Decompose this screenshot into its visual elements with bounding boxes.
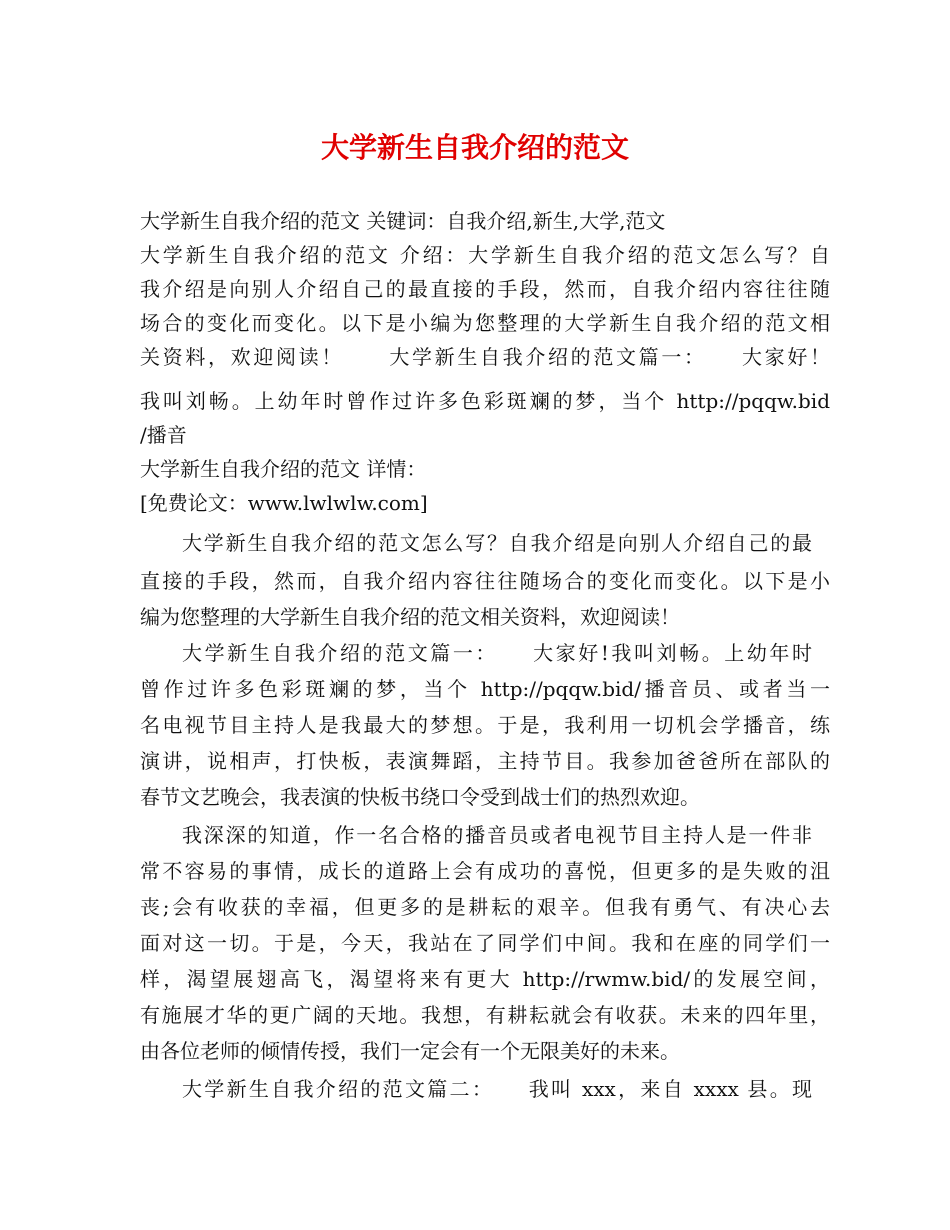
paragraph-line: 丧;会有收获的幸福，但更多的是耕耘的艰辛。但我有勇气、有决心去: [140, 895, 830, 919]
paragraph-line: 大学新生自我介绍的范文篇二： 我叫 xxx，来自 xxxx 县。现: [182, 1077, 812, 1101]
paragraph-line: 常不容易的事情，成长的道路上会有成功的喜悦，但更多的是失败的沮: [140, 859, 830, 883]
paragraph-line: 有施展才华的更广阔的天地。我想，有耕耘就会有收获。未来的四年里，: [140, 1003, 830, 1027]
paragraph-line: 我深深的知道，作一名合格的播音员或者电视节目主持人是一件非: [182, 823, 812, 847]
intro-line: 我介绍是向别人介绍自己的最直接的手段，然而，自我介绍内容往往随: [140, 277, 830, 301]
intro-line: /播音: [140, 423, 187, 447]
paragraph-line: 编为您整理的大学新生自我介绍的范文相关资料，欢迎阅读！: [140, 605, 680, 629]
source-link-text: [免费论文：www.lwlwlw.com]: [140, 491, 428, 515]
paragraph-line: 大学新生自我介绍的范文怎么写？自我介绍是向别人介绍自己的最: [182, 531, 812, 555]
paragraph-line: 曾作过许多色彩斑斓的梦，当个 http://pqqw.bid/播音员、或者当一: [140, 677, 830, 701]
paragraph-line: 大学新生自我介绍的范文篇一： 大家好!我叫刘畅。上幼年时: [182, 641, 812, 665]
paragraph-line: 春节文艺晚会，我表演的快板书绕口令受到战士们的热烈欢迎。: [140, 785, 700, 809]
paragraph-line: 名电视节目主持人是我最大的梦想。于是，我利用一切机会学播音，练: [140, 713, 830, 737]
intro-line: 我叫刘畅。上幼年时曾作过许多色彩斑斓的梦，当个 http://pqqw.bid: [140, 389, 830, 413]
paragraph-line: 直接的手段，然而，自我介绍内容往往随场合的变化而变化。以下是小: [140, 569, 830, 593]
intro-line: 大学新生自我介绍的范文 介绍：大学新生自我介绍的范文怎么写？自: [140, 243, 830, 267]
keywords-line: 大学新生自我介绍的范文 关键词：自我介绍,新生,大学,范文: [140, 209, 666, 233]
paragraph-line: 面对这一切。于是，今天，我站在了同学们中间。我和在座的同学们一: [140, 931, 830, 955]
intro-line: 场合的变化而变化。以下是小编为您整理的大学新生自我介绍的范文相: [140, 311, 830, 335]
page-title: 大学新生自我介绍的范文: [320, 131, 629, 164]
paragraph-line: 演讲，说相声，打快板，表演舞蹈，主持节目。我参加爸爸所在部队的: [140, 749, 830, 773]
paragraph-line: 由各位老师的倾情传授，我们一定会有一个无限美好的未来。: [140, 1039, 680, 1063]
details-heading: 大学新生自我介绍的范文 详情：: [140, 457, 427, 481]
intro-line: 关资料，欢迎阅读！ 大学新生自我介绍的范文篇一： 大家好！: [140, 345, 830, 369]
paragraph-line: 样，渴望展翅高飞，渴望将来有更大 http://rwmw.bid/的发展空间，: [140, 967, 830, 991]
